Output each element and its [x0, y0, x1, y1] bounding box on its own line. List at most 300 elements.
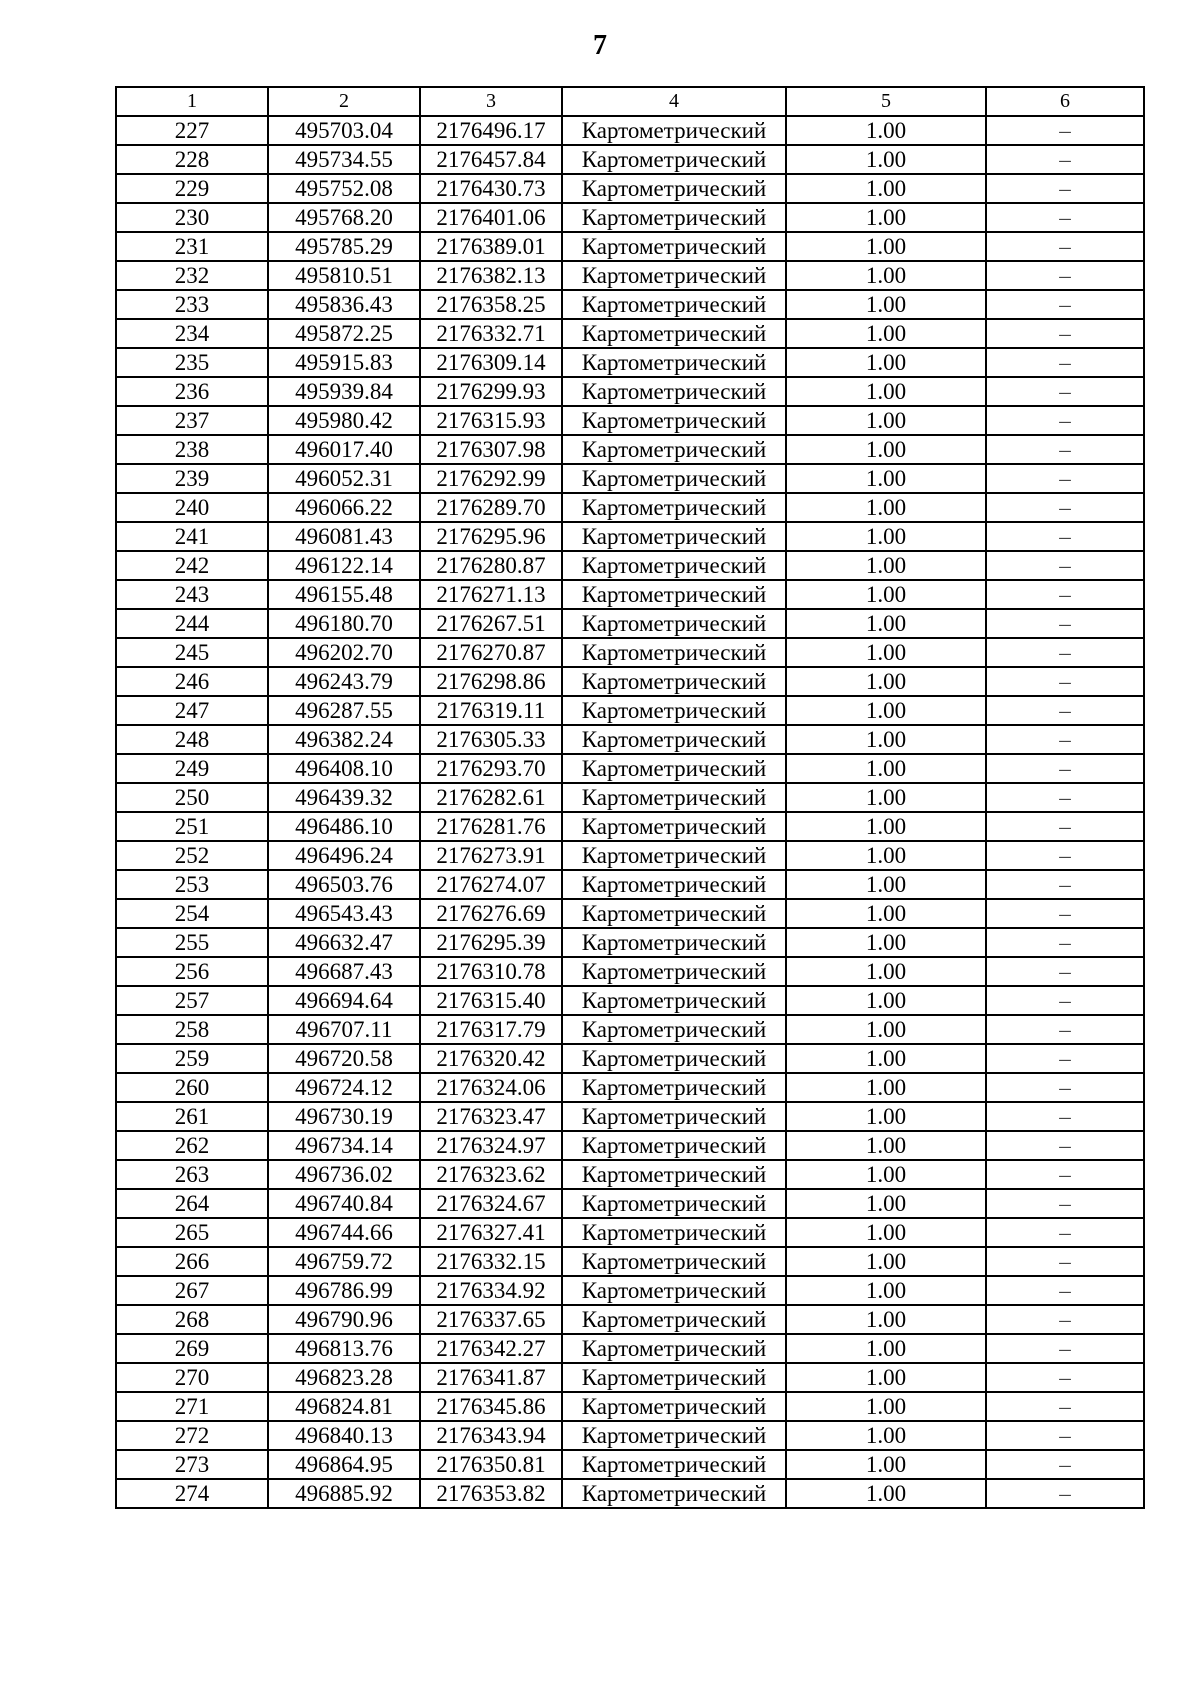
method-cell: Картометрический — [562, 1189, 786, 1218]
method-cell: Картометрический — [562, 899, 786, 928]
x-coordinate-cell: 495980.42 — [268, 406, 420, 435]
y-coordinate-cell: 2176280.87 — [420, 551, 562, 580]
point-number-cell: 231 — [116, 232, 268, 261]
point-number-cell: 252 — [116, 841, 268, 870]
table-row — [116, 783, 1144, 812]
point-number-cell: 237 — [116, 406, 268, 435]
accuracy-cell: 1.00 — [786, 754, 986, 783]
point-number-cell: 258 — [116, 1015, 268, 1044]
description-cell: – — [986, 1073, 1144, 1102]
table-row — [116, 870, 1144, 899]
accuracy-cell: 1.00 — [786, 290, 986, 319]
accuracy-cell: 1.00 — [786, 464, 986, 493]
accuracy-cell: 1.00 — [786, 667, 986, 696]
x-coordinate-cell: 496786.99 — [268, 1276, 420, 1305]
description-cell: – — [986, 783, 1144, 812]
y-coordinate-cell: 2176496.17 — [420, 116, 562, 145]
y-coordinate-cell: 2176389.01 — [420, 232, 562, 261]
method-cell: Картометрический — [562, 145, 786, 174]
description-cell: – — [986, 406, 1144, 435]
point-number-cell: 249 — [116, 754, 268, 783]
description-cell: – — [986, 348, 1144, 377]
table-row — [116, 638, 1144, 667]
description-cell: – — [986, 986, 1144, 1015]
y-coordinate-cell: 2176309.14 — [420, 348, 562, 377]
table-row — [116, 1363, 1144, 1392]
table-row — [116, 1392, 1144, 1421]
x-coordinate-cell: 496740.84 — [268, 1189, 420, 1218]
table-row — [116, 1479, 1144, 1508]
point-number-cell: 234 — [116, 319, 268, 348]
accuracy-cell: 1.00 — [786, 1247, 986, 1276]
table-row — [116, 580, 1144, 609]
method-cell: Картометрический — [562, 1102, 786, 1131]
description-cell: – — [986, 725, 1144, 754]
point-number-cell: 235 — [116, 348, 268, 377]
accuracy-cell: 1.00 — [786, 174, 986, 203]
point-number-cell: 243 — [116, 580, 268, 609]
method-cell: Картометрический — [562, 1392, 786, 1421]
x-coordinate-cell: 496439.32 — [268, 783, 420, 812]
point-number-cell: 274 — [116, 1479, 268, 1508]
table-row — [116, 174, 1144, 203]
table-row — [116, 116, 1144, 145]
x-coordinate-cell: 496408.10 — [268, 754, 420, 783]
description-cell: – — [986, 1363, 1144, 1392]
accuracy-cell: 1.00 — [786, 1450, 986, 1479]
accuracy-cell: 1.00 — [786, 638, 986, 667]
y-coordinate-cell: 2176324.67 — [420, 1189, 562, 1218]
x-coordinate-cell: 495752.08 — [268, 174, 420, 203]
method-cell: Картометрический — [562, 754, 786, 783]
point-number-cell: 240 — [116, 493, 268, 522]
x-coordinate-cell: 496052.31 — [268, 464, 420, 493]
method-cell: Картометрический — [562, 261, 786, 290]
y-coordinate-cell: 2176324.06 — [420, 1073, 562, 1102]
method-cell: Картометрический — [562, 464, 786, 493]
table-row — [116, 1421, 1144, 1450]
description-cell: – — [986, 1160, 1144, 1189]
y-coordinate-cell: 2176334.92 — [420, 1276, 562, 1305]
x-coordinate-cell: 496823.28 — [268, 1363, 420, 1392]
point-number-cell: 270 — [116, 1363, 268, 1392]
x-coordinate-cell: 496790.96 — [268, 1305, 420, 1334]
y-coordinate-cell: 2176317.79 — [420, 1015, 562, 1044]
table-row — [116, 1305, 1144, 1334]
table-row — [116, 551, 1144, 580]
accuracy-cell: 1.00 — [786, 1218, 986, 1247]
description-cell: – — [986, 435, 1144, 464]
x-coordinate-cell: 495810.51 — [268, 261, 420, 290]
accuracy-cell: 1.00 — [786, 870, 986, 899]
accuracy-cell: 1.00 — [786, 1392, 986, 1421]
x-coordinate-cell: 496730.19 — [268, 1102, 420, 1131]
method-cell: Картометрический — [562, 1363, 786, 1392]
method-cell: Картометрический — [562, 1015, 786, 1044]
coordinates-table — [115, 86, 1145, 1509]
accuracy-cell: 1.00 — [786, 1131, 986, 1160]
x-coordinate-cell: 496155.48 — [268, 580, 420, 609]
accuracy-cell: 1.00 — [786, 1363, 986, 1392]
accuracy-cell: 1.00 — [786, 1276, 986, 1305]
point-number-cell: 267 — [116, 1276, 268, 1305]
description-cell: – — [986, 1189, 1144, 1218]
y-coordinate-cell: 2176353.82 — [420, 1479, 562, 1508]
accuracy-cell: 1.00 — [786, 1073, 986, 1102]
table-row — [116, 1044, 1144, 1073]
method-cell: Картометрический — [562, 1421, 786, 1450]
accuracy-cell: 1.00 — [786, 261, 986, 290]
description-cell: – — [986, 609, 1144, 638]
description-cell: – — [986, 319, 1144, 348]
point-number-cell: 233 — [116, 290, 268, 319]
x-coordinate-cell: 496081.43 — [268, 522, 420, 551]
method-cell: Картометрический — [562, 290, 786, 319]
x-coordinate-cell: 496840.13 — [268, 1421, 420, 1450]
y-coordinate-cell: 2176274.07 — [420, 870, 562, 899]
y-coordinate-cell: 2176343.94 — [420, 1421, 562, 1450]
x-coordinate-cell: 495915.83 — [268, 348, 420, 377]
method-cell: Картометрический — [562, 986, 786, 1015]
page-number: 7 — [593, 30, 607, 61]
method-cell: Картометрический — [562, 232, 786, 261]
table-row — [116, 928, 1144, 957]
x-coordinate-cell: 496864.95 — [268, 1450, 420, 1479]
table-row — [116, 754, 1144, 783]
table-row — [116, 725, 1144, 754]
x-coordinate-cell: 496017.40 — [268, 435, 420, 464]
accuracy-cell: 1.00 — [786, 319, 986, 348]
accuracy-cell: 1.00 — [786, 145, 986, 174]
table-row — [116, 290, 1144, 319]
y-coordinate-cell: 2176319.11 — [420, 696, 562, 725]
description-cell: – — [986, 203, 1144, 232]
y-coordinate-cell: 2176341.87 — [420, 1363, 562, 1392]
y-coordinate-cell: 2176345.86 — [420, 1392, 562, 1421]
description-cell: – — [986, 174, 1144, 203]
x-coordinate-cell: 496720.58 — [268, 1044, 420, 1073]
accuracy-cell: 1.00 — [786, 493, 986, 522]
point-number-cell: 263 — [116, 1160, 268, 1189]
x-coordinate-cell: 496824.81 — [268, 1392, 420, 1421]
y-coordinate-cell: 2176295.96 — [420, 522, 562, 551]
table-row — [116, 696, 1144, 725]
y-coordinate-cell: 2176295.39 — [420, 928, 562, 957]
description-cell: – — [986, 1334, 1144, 1363]
table-row — [116, 841, 1144, 870]
y-coordinate-cell: 2176292.99 — [420, 464, 562, 493]
point-number-cell: 260 — [116, 1073, 268, 1102]
point-number-cell: 251 — [116, 812, 268, 841]
x-coordinate-cell: 496687.43 — [268, 957, 420, 986]
y-coordinate-cell: 2176305.33 — [420, 725, 562, 754]
y-coordinate-cell: 2176271.13 — [420, 580, 562, 609]
y-coordinate-cell: 2176382.13 — [420, 261, 562, 290]
method-cell: Картометрический — [562, 1073, 786, 1102]
accuracy-cell: 1.00 — [786, 1044, 986, 1073]
method-cell: Картометрический — [562, 1334, 786, 1363]
x-coordinate-cell: 496382.24 — [268, 725, 420, 754]
description-cell: – — [986, 870, 1144, 899]
description-cell: – — [986, 522, 1144, 551]
x-coordinate-cell: 496736.02 — [268, 1160, 420, 1189]
table-header-row — [116, 87, 1144, 116]
y-coordinate-cell: 2176307.98 — [420, 435, 562, 464]
table-row — [116, 1073, 1144, 1102]
table-row — [116, 1102, 1144, 1131]
accuracy-cell: 1.00 — [786, 1189, 986, 1218]
table-body — [116, 116, 1144, 1508]
x-coordinate-cell: 496543.43 — [268, 899, 420, 928]
accuracy-cell: 1.00 — [786, 841, 986, 870]
point-number-cell: 253 — [116, 870, 268, 899]
method-cell: Картометрический — [562, 1218, 786, 1247]
y-coordinate-cell: 2176267.51 — [420, 609, 562, 638]
y-coordinate-cell: 2176276.69 — [420, 899, 562, 928]
method-cell: Картометрический — [562, 1247, 786, 1276]
description-cell: – — [986, 1479, 1144, 1508]
y-coordinate-cell: 2176281.76 — [420, 812, 562, 841]
accuracy-cell: 1.00 — [786, 928, 986, 957]
accuracy-cell: 1.00 — [786, 696, 986, 725]
method-cell: Картометрический — [562, 609, 786, 638]
point-number-cell: 241 — [116, 522, 268, 551]
x-coordinate-cell: 496180.70 — [268, 609, 420, 638]
description-cell: – — [986, 812, 1144, 841]
accuracy-cell: 1.00 — [786, 1305, 986, 1334]
description-cell: – — [986, 493, 1144, 522]
accuracy-cell: 1.00 — [786, 1421, 986, 1450]
x-coordinate-cell: 495734.55 — [268, 145, 420, 174]
x-coordinate-cell: 496813.76 — [268, 1334, 420, 1363]
description-cell: – — [986, 1421, 1144, 1450]
description-cell: – — [986, 261, 1144, 290]
point-number-cell: 227 — [116, 116, 268, 145]
accuracy-cell: 1.00 — [786, 957, 986, 986]
method-cell: Картометрический — [562, 783, 786, 812]
column-header: 2 — [268, 87, 420, 116]
method-cell: Картометрический — [562, 203, 786, 232]
accuracy-cell: 1.00 — [786, 580, 986, 609]
x-coordinate-cell: 496202.70 — [268, 638, 420, 667]
method-cell: Картометрический — [562, 435, 786, 464]
point-number-cell: 245 — [116, 638, 268, 667]
description-cell: – — [986, 377, 1144, 406]
point-number-cell: 228 — [116, 145, 268, 174]
point-number-cell: 254 — [116, 899, 268, 928]
table-row — [116, 899, 1144, 928]
point-number-cell: 232 — [116, 261, 268, 290]
y-coordinate-cell: 2176457.84 — [420, 145, 562, 174]
x-coordinate-cell: 495836.43 — [268, 290, 420, 319]
description-cell: – — [986, 290, 1144, 319]
y-coordinate-cell: 2176289.70 — [420, 493, 562, 522]
accuracy-cell: 1.00 — [786, 377, 986, 406]
point-number-cell: 273 — [116, 1450, 268, 1479]
table-row — [116, 232, 1144, 261]
y-coordinate-cell: 2176401.06 — [420, 203, 562, 232]
point-number-cell: 230 — [116, 203, 268, 232]
accuracy-cell: 1.00 — [786, 1102, 986, 1131]
table-row — [116, 203, 1144, 232]
x-coordinate-cell: 495703.04 — [268, 116, 420, 145]
x-coordinate-cell: 496744.66 — [268, 1218, 420, 1247]
point-number-cell: 269 — [116, 1334, 268, 1363]
accuracy-cell: 1.00 — [786, 812, 986, 841]
description-cell: – — [986, 1015, 1144, 1044]
point-number-cell: 271 — [116, 1392, 268, 1421]
column-header: 6 — [986, 87, 1144, 116]
table-row — [116, 812, 1144, 841]
table-row — [116, 145, 1144, 174]
method-cell: Картометрический — [562, 174, 786, 203]
accuracy-cell: 1.00 — [786, 899, 986, 928]
description-cell: – — [986, 232, 1144, 261]
method-cell: Картометрический — [562, 957, 786, 986]
point-number-cell: 242 — [116, 551, 268, 580]
table-row — [116, 377, 1144, 406]
x-coordinate-cell: 496122.14 — [268, 551, 420, 580]
accuracy-cell: 1.00 — [786, 986, 986, 1015]
y-coordinate-cell: 2176310.78 — [420, 957, 562, 986]
y-coordinate-cell: 2176430.73 — [420, 174, 562, 203]
x-coordinate-cell: 495872.25 — [268, 319, 420, 348]
method-cell: Картометрический — [562, 1450, 786, 1479]
method-cell: Картометрический — [562, 551, 786, 580]
point-number-cell: 238 — [116, 435, 268, 464]
point-number-cell: 266 — [116, 1247, 268, 1276]
column-header: 4 — [562, 87, 786, 116]
table-row — [116, 1450, 1144, 1479]
y-coordinate-cell: 2176315.93 — [420, 406, 562, 435]
table-row — [116, 1276, 1144, 1305]
description-cell: – — [986, 928, 1144, 957]
y-coordinate-cell: 2176320.42 — [420, 1044, 562, 1073]
x-coordinate-cell: 496694.64 — [268, 986, 420, 1015]
description-cell: – — [986, 957, 1144, 986]
table-row — [116, 435, 1144, 464]
table-row — [116, 1218, 1144, 1247]
accuracy-cell: 1.00 — [786, 609, 986, 638]
accuracy-cell: 1.00 — [786, 1160, 986, 1189]
description-cell: – — [986, 754, 1144, 783]
table-row — [116, 522, 1144, 551]
method-cell: Картометрический — [562, 812, 786, 841]
accuracy-cell: 1.00 — [786, 435, 986, 464]
y-coordinate-cell: 2176299.93 — [420, 377, 562, 406]
table-row — [116, 957, 1144, 986]
point-number-cell: 264 — [116, 1189, 268, 1218]
description-cell: – — [986, 551, 1144, 580]
method-cell: Картометрический — [562, 406, 786, 435]
description-cell: – — [986, 696, 1144, 725]
method-cell: Картометрический — [562, 725, 786, 754]
y-coordinate-cell: 2176332.15 — [420, 1247, 562, 1276]
table-row — [116, 1015, 1144, 1044]
method-cell: Картометрический — [562, 1044, 786, 1073]
method-cell: Картометрический — [562, 1131, 786, 1160]
x-coordinate-cell: 496496.24 — [268, 841, 420, 870]
description-cell: – — [986, 1392, 1144, 1421]
table-row — [116, 493, 1144, 522]
accuracy-cell: 1.00 — [786, 116, 986, 145]
point-number-cell: 244 — [116, 609, 268, 638]
x-coordinate-cell: 496486.10 — [268, 812, 420, 841]
point-number-cell: 247 — [116, 696, 268, 725]
accuracy-cell: 1.00 — [786, 1479, 986, 1508]
point-number-cell: 246 — [116, 667, 268, 696]
method-cell: Картометрический — [562, 1305, 786, 1334]
column-header: 3 — [420, 87, 562, 116]
point-number-cell: 261 — [116, 1102, 268, 1131]
column-header: 5 — [786, 87, 986, 116]
table-row — [116, 1189, 1144, 1218]
accuracy-cell: 1.00 — [786, 725, 986, 754]
method-cell: Картометрический — [562, 1479, 786, 1508]
method-cell: Картометрический — [562, 377, 786, 406]
table-row — [116, 464, 1144, 493]
method-cell: Картометрический — [562, 1160, 786, 1189]
method-cell: Картометрический — [562, 348, 786, 377]
point-number-cell: 250 — [116, 783, 268, 812]
y-coordinate-cell: 2176293.70 — [420, 754, 562, 783]
table-row — [116, 986, 1144, 1015]
method-cell: Картометрический — [562, 319, 786, 348]
point-number-cell: 248 — [116, 725, 268, 754]
table-row — [116, 319, 1144, 348]
accuracy-cell: 1.00 — [786, 348, 986, 377]
description-cell: – — [986, 1276, 1144, 1305]
x-coordinate-cell: 496759.72 — [268, 1247, 420, 1276]
accuracy-cell: 1.00 — [786, 406, 986, 435]
y-coordinate-cell: 2176327.41 — [420, 1218, 562, 1247]
description-cell: – — [986, 580, 1144, 609]
y-coordinate-cell: 2176323.62 — [420, 1160, 562, 1189]
table-row — [116, 406, 1144, 435]
accuracy-cell: 1.00 — [786, 1015, 986, 1044]
description-cell: – — [986, 667, 1144, 696]
description-cell: – — [986, 638, 1144, 667]
description-cell: – — [986, 1218, 1144, 1247]
method-cell: Картометрический — [562, 638, 786, 667]
x-coordinate-cell: 496287.55 — [268, 696, 420, 725]
description-cell: – — [986, 464, 1144, 493]
x-coordinate-cell: 496885.92 — [268, 1479, 420, 1508]
description-cell: – — [986, 145, 1144, 174]
y-coordinate-cell: 2176342.27 — [420, 1334, 562, 1363]
x-coordinate-cell: 496066.22 — [268, 493, 420, 522]
point-number-cell: 272 — [116, 1421, 268, 1450]
point-number-cell: 259 — [116, 1044, 268, 1073]
y-coordinate-cell: 2176358.25 — [420, 290, 562, 319]
y-coordinate-cell: 2176270.87 — [420, 638, 562, 667]
accuracy-cell: 1.00 — [786, 203, 986, 232]
description-cell: – — [986, 899, 1144, 928]
description-cell: – — [986, 1131, 1144, 1160]
point-number-cell: 255 — [116, 928, 268, 957]
method-cell: Картометрический — [562, 870, 786, 899]
table-row — [116, 1247, 1144, 1276]
method-cell: Картометрический — [562, 1276, 786, 1305]
description-cell: – — [986, 1450, 1144, 1479]
x-coordinate-cell: 495939.84 — [268, 377, 420, 406]
method-cell: Картометрический — [562, 580, 786, 609]
x-coordinate-cell: 495785.29 — [268, 232, 420, 261]
y-coordinate-cell: 2176298.86 — [420, 667, 562, 696]
accuracy-cell: 1.00 — [786, 551, 986, 580]
method-cell: Картометрический — [562, 928, 786, 957]
method-cell: Картометрический — [562, 493, 786, 522]
